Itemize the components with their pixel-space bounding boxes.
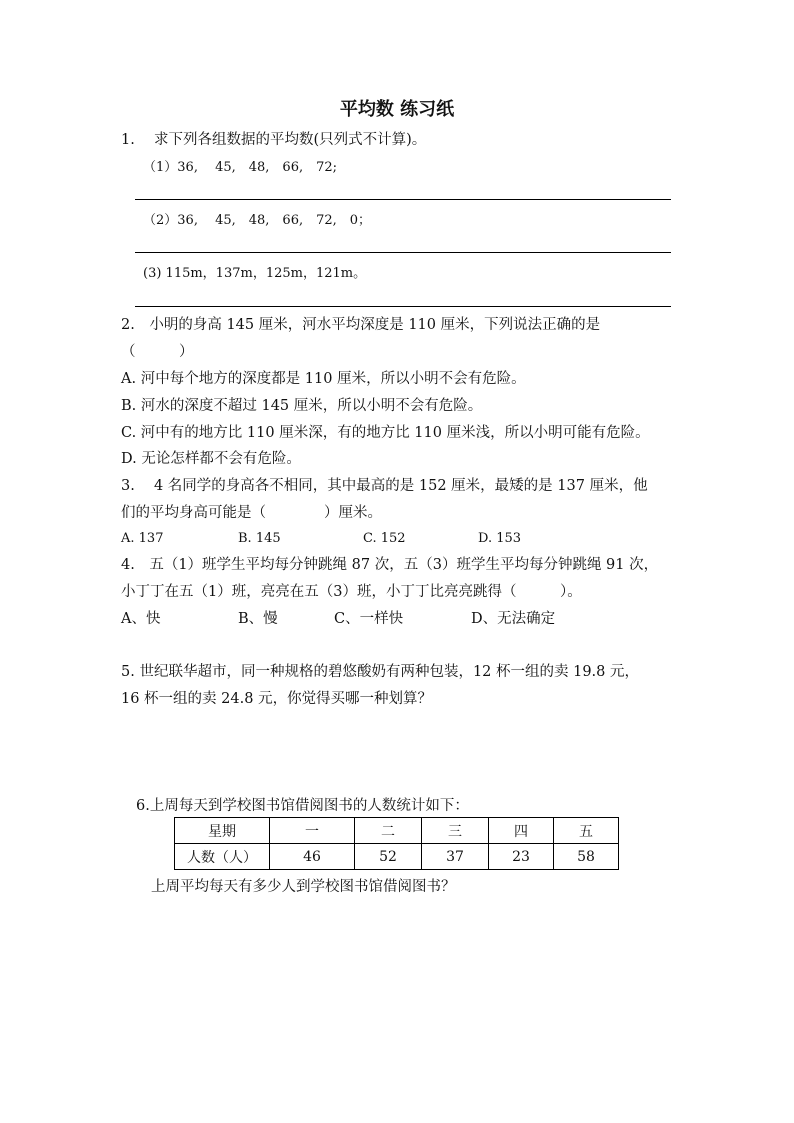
q3-stem-line-2: 们的平均身高可能是（ ）厘米。: [121, 505, 382, 521]
answer-line-2: [135, 252, 671, 253]
q5-line-2: 16 杯一组的卖 24.8 元，你觉得买哪一种划算？: [121, 691, 433, 707]
row-header-count: 人数（人）: [175, 844, 270, 870]
q4-stem-line-2: 小丁丁在五（1）班，亮亮在五（3）班，小丁丁比亮亮跳得（ ）。: [121, 584, 582, 600]
count-cell: 37: [422, 844, 489, 870]
count-cell: 46: [270, 844, 355, 870]
count-cell: 52: [355, 844, 422, 870]
day-cell: 一: [270, 818, 355, 844]
answer-line-1: [135, 199, 671, 200]
day-cell: 四: [489, 818, 554, 844]
library-stats-table: [174, 817, 619, 870]
q4-option-c: C、一样快: [334, 611, 404, 627]
answer-line-3: [135, 306, 671, 307]
table-row: [175, 844, 619, 870]
q2-option-c: C. 河中有的地方比 110 厘米深，有的地方比 110 厘米浅，所以小明可能有危险。: [121, 425, 650, 441]
q3-option-a: A. 137: [121, 531, 164, 546]
q3-option-c: C. 152: [363, 531, 406, 546]
q3-option-d: D. 153: [478, 531, 522, 546]
q3-option-b: B. 145: [238, 531, 281, 546]
q2-stem-line-1: 2. 小明的身高 145 厘米，河水平均深度是 110 厘米，下列说法正确的是: [121, 317, 601, 333]
q3-stem-line-1: 3. 4 名同学的身高各不相同，其中最高的是 152 厘米，最矮的是 137 厘米，他: [121, 478, 648, 494]
q1-item-3: (3) 115m，137m，125m，121m。: [143, 266, 367, 281]
day-cell: 五: [554, 818, 619, 844]
q2-option-d: D. 无论怎样都不会有危险。: [121, 451, 301, 467]
q1-stem: 1. 求下列各组数据的平均数(只列式不计算)。: [121, 132, 427, 148]
q4-option-a: A、快: [121, 611, 161, 627]
table-row: [175, 818, 619, 844]
q6-question: 上周平均每天有多少人到学校图书馆借阅图书？: [151, 879, 456, 895]
q2-option-b: B. 河水的深度不超过 145 厘米，所以小明不会有危险。: [121, 398, 483, 414]
q6-stem: 6.上周每天到学校图书馆借阅图书的人数统计如下：: [136, 798, 469, 814]
q1-item-2: （2）36, 45, 48, 66, 72, 0；: [143, 213, 372, 228]
q4-option-b: B、慢: [238, 611, 278, 627]
q4-stem-line-1: 4. 五（1）班学生平均每分钟跳绳 87 次，五（3）班学生平均每分钟跳绳 91 次，: [121, 557, 659, 573]
page-title: 平均数 练习纸: [339, 99, 455, 120]
row-header-weekday: 星期: [175, 818, 270, 844]
day-cell: 三: [422, 818, 489, 844]
day-cell: 二: [355, 818, 422, 844]
q2-option-a: A. 河中每个地方的深度都是 110 厘米，所以小明不会有危险。: [121, 371, 526, 387]
q2-stem-line-2: （ ）: [121, 344, 194, 360]
count-cell: 58: [554, 844, 619, 870]
count-cell: 23: [489, 844, 554, 870]
q1-item-1: （1）36, 45, 48, 66, 72;: [143, 160, 338, 175]
q5-line-1: 5. 世纪联华超市，同一种规格的碧悠酸奶有两种包装，12 杯一组的卖 19.8 元，: [121, 664, 640, 680]
q4-option-d: D、无法确定: [471, 611, 556, 627]
